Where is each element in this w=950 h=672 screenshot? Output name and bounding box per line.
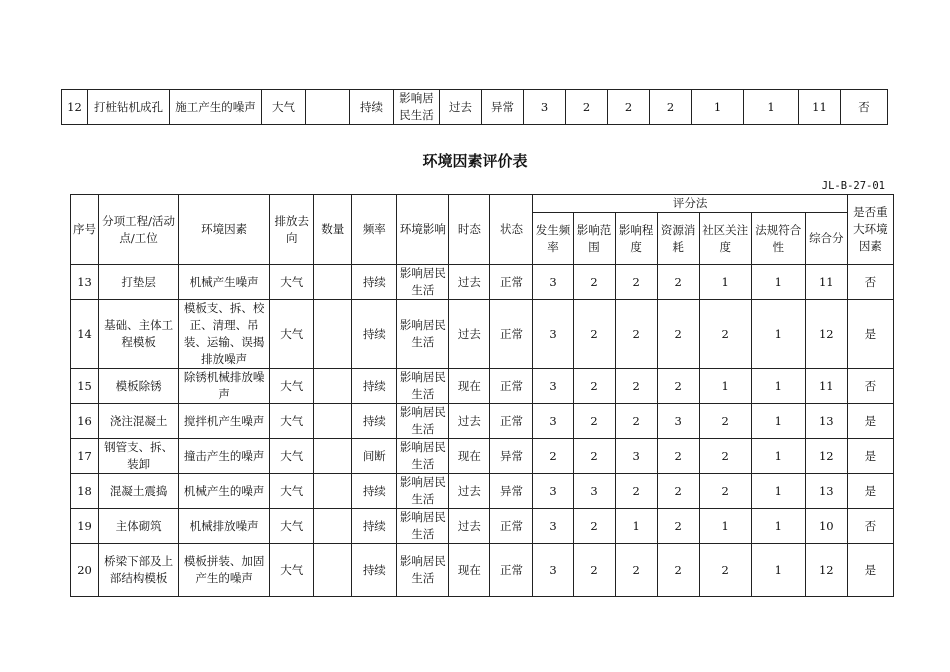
table-cell: 过去 (449, 300, 490, 369)
table-cell: 持续 (352, 509, 397, 544)
table-cell: 12 (805, 439, 847, 474)
table-cell: 17 (71, 439, 99, 474)
table-cell: 大气 (270, 544, 314, 597)
header-compliance: 法规符合性 (751, 213, 805, 265)
table-cell: 正常 (490, 509, 533, 544)
table-cell: 1 (751, 509, 805, 544)
table-cell: 3 (615, 439, 657, 474)
table-cell: 桥梁下部及上部结构模板 (99, 544, 179, 597)
table-cell: 14 (71, 300, 99, 369)
table-cell: 2 (657, 509, 699, 544)
table-cell: 搅拌机产生噪声 (179, 404, 270, 439)
table-cell: 否 (847, 369, 893, 404)
table-cell: 13 (71, 265, 99, 300)
table-cell: 持续 (352, 474, 397, 509)
cell: 施工产生的噪声 (170, 90, 262, 125)
table-cell: 否 (847, 265, 893, 300)
table-cell: 大气 (270, 404, 314, 439)
cell: 3 (524, 90, 566, 125)
cell: 12 (62, 90, 88, 125)
table-cell: 3 (533, 474, 573, 509)
cell (306, 90, 350, 125)
table-cell: 11 (805, 265, 847, 300)
header-work: 分项工程/活动点/工位 (99, 195, 179, 265)
previous-page-table (61, 89, 888, 125)
table-cell: 主体砌筑 (99, 509, 179, 544)
table-cell: 3 (533, 300, 573, 369)
table-cell: 2 (573, 369, 615, 404)
table-cell: 持续 (352, 369, 397, 404)
table-cell (314, 265, 352, 300)
table-row (71, 544, 894, 597)
table-cell: 1 (751, 369, 805, 404)
table-cell (314, 509, 352, 544)
table-cell: 机械产生的噪声 (179, 474, 270, 509)
table-cell: 模板拼装、加固产生的噪声 (179, 544, 270, 597)
table-cell: 3 (533, 369, 573, 404)
table-cell: 2 (533, 439, 573, 474)
header-quantity: 数量 (314, 195, 352, 265)
table-cell: 1 (751, 544, 805, 597)
table-cell: 大气 (270, 369, 314, 404)
table-cell: 钢管支、拆、装卸 (99, 439, 179, 474)
table-cell: 20 (71, 544, 99, 597)
header-impact: 环境影响 (397, 195, 449, 265)
table-cell: 持续 (352, 265, 397, 300)
table-cell: 2 (615, 300, 657, 369)
table-cell: 2 (573, 509, 615, 544)
table-cell: 16 (71, 404, 99, 439)
table-row (71, 474, 894, 509)
cell: 异常 (482, 90, 524, 125)
table-cell: 影响居民生活 (397, 404, 449, 439)
table-cell: 浇注混凝土 (99, 404, 179, 439)
table-title: 环境因素评价表 (422, 152, 528, 170)
header-tense: 时态 (449, 195, 490, 265)
table-cell: 间断 (352, 439, 397, 474)
table-cell: 2 (657, 439, 699, 474)
header-occurrence: 发生频率 (533, 213, 573, 265)
table-cell: 模板支、拆、校正、清理、吊装、运输、误揭排放噪声 (179, 300, 270, 369)
table-cell: 大气 (270, 439, 314, 474)
cell: 否 (841, 90, 888, 125)
table-cell: 是 (847, 300, 893, 369)
table-cell: 正常 (490, 544, 533, 597)
table-cell: 持续 (352, 404, 397, 439)
table-cell (314, 404, 352, 439)
table-cell: 影响居民生活 (397, 369, 449, 404)
table-cell: 机械产生噪声 (179, 265, 270, 300)
header-severity: 影响程度 (615, 213, 657, 265)
cell: 1 (744, 90, 799, 125)
table-cell: 1 (751, 439, 805, 474)
table-cell (314, 369, 352, 404)
table-cell: 过去 (449, 509, 490, 544)
header-row (71, 195, 894, 213)
table-cell: 2 (657, 265, 699, 300)
table-cell: 10 (805, 509, 847, 544)
header-community: 社区关注度 (699, 213, 751, 265)
table-cell: 1 (751, 474, 805, 509)
table-cell (314, 544, 352, 597)
cell: 2 (566, 90, 608, 125)
table-cell: 2 (699, 439, 751, 474)
header-state: 状态 (490, 195, 533, 265)
table-cell: 12 (805, 300, 847, 369)
table-cell: 影响居民生活 (397, 439, 449, 474)
table-cell: 是 (847, 404, 893, 439)
header-direction: 排放去向 (270, 195, 314, 265)
table-cell: 1 (699, 369, 751, 404)
table-cell: 影响居民生活 (397, 544, 449, 597)
header-frequency: 频率 (352, 195, 397, 265)
table-cell: 正常 (490, 300, 533, 369)
table-cell: 2 (657, 300, 699, 369)
cell: 1 (692, 90, 744, 125)
table-cell (314, 474, 352, 509)
cell: 2 (650, 90, 692, 125)
table-cell: 19 (71, 509, 99, 544)
table-cell: 大气 (270, 474, 314, 509)
table-cell: 过去 (449, 474, 490, 509)
table-cell: 1 (615, 509, 657, 544)
table-cell: 1 (751, 300, 805, 369)
table-cell: 15 (71, 369, 99, 404)
table-cell: 2 (615, 369, 657, 404)
table-cell: 2 (615, 474, 657, 509)
table-cell: 否 (847, 509, 893, 544)
table-cell: 1 (699, 509, 751, 544)
table-cell: 大气 (270, 265, 314, 300)
table-cell: 现在 (449, 544, 490, 597)
table-cell: 是 (847, 544, 893, 597)
table-cell: 2 (699, 544, 751, 597)
table-cell: 1 (751, 404, 805, 439)
table-cell: 2 (699, 474, 751, 509)
table-cell: 3 (533, 265, 573, 300)
cell: 11 (799, 90, 841, 125)
table-cell: 打垫层 (99, 265, 179, 300)
table-cell: 除锈机械排放噪声 (179, 369, 270, 404)
table-cell: 机械排放噪声 (179, 509, 270, 544)
table-cell: 2 (615, 544, 657, 597)
table-cell: 影响居民生活 (397, 300, 449, 369)
table-row (71, 300, 894, 369)
cell: 影响居民生活 (394, 90, 440, 125)
document-code: JL-B-27-01 (821, 180, 885, 192)
table-cell: 是 (847, 474, 893, 509)
table-cell: 2 (657, 369, 699, 404)
table-cell: 现在 (449, 369, 490, 404)
table-cell: 过去 (449, 404, 490, 439)
table-cell: 大气 (270, 300, 314, 369)
table-row (71, 439, 894, 474)
table-cell: 正常 (490, 369, 533, 404)
table-cell: 2 (699, 404, 751, 439)
header-factor: 环境因素 (179, 195, 270, 265)
table-cell: 是 (847, 439, 893, 474)
table-cell: 18 (71, 474, 99, 509)
table-cell: 异常 (490, 439, 533, 474)
table-cell: 2 (573, 265, 615, 300)
table-cell: 影响居民生活 (397, 509, 449, 544)
table-cell: 持续 (352, 544, 397, 597)
header-method: 评分法 (533, 195, 847, 213)
table-cell: 正常 (490, 265, 533, 300)
header-major: 是否重大环境因素 (847, 195, 893, 265)
table-cell: 2 (657, 474, 699, 509)
table-cell: 3 (533, 404, 573, 439)
table-row (71, 404, 894, 439)
table-cell: 3 (533, 509, 573, 544)
table-cell: 影响居民生活 (397, 265, 449, 300)
table-cell: 2 (573, 300, 615, 369)
table-cell: 正常 (490, 404, 533, 439)
header-seq: 序号 (71, 195, 99, 265)
table-cell (314, 300, 352, 369)
cell: 持续 (350, 90, 394, 125)
table-cell: 2 (573, 439, 615, 474)
table-cell: 现在 (449, 439, 490, 474)
cell: 打桩钻机成孔 (88, 90, 170, 125)
table-cell: 2 (573, 544, 615, 597)
table-cell: 过去 (449, 265, 490, 300)
table-row (71, 509, 894, 544)
table-cell: 混凝土震捣 (99, 474, 179, 509)
header-resource: 资源消耗 (657, 213, 699, 265)
evaluation-table (70, 194, 894, 597)
table-cell: 持续 (352, 300, 397, 369)
table-row (71, 369, 894, 404)
table-cell: 13 (805, 474, 847, 509)
table-cell: 1 (699, 265, 751, 300)
table-cell: 模板除锈 (99, 369, 179, 404)
header-total: 综合分 (805, 213, 847, 265)
table-cell: 2 (573, 404, 615, 439)
table-cell: 12 (805, 544, 847, 597)
cell: 过去 (440, 90, 482, 125)
table-cell (314, 439, 352, 474)
table-cell: 撞击产生的噪声 (179, 439, 270, 474)
table-cell: 2 (657, 544, 699, 597)
table-cell: 1 (751, 265, 805, 300)
header-scope: 影响范围 (573, 213, 615, 265)
table-cell: 大气 (270, 509, 314, 544)
table-cell: 13 (805, 404, 847, 439)
table-cell: 异常 (490, 474, 533, 509)
table-cell: 2 (615, 265, 657, 300)
table-cell: 3 (573, 474, 615, 509)
cell: 2 (608, 90, 650, 125)
table-row (71, 265, 894, 300)
table-cell: 2 (699, 300, 751, 369)
table-cell: 3 (657, 404, 699, 439)
table-cell: 2 (615, 404, 657, 439)
table-row (62, 90, 888, 125)
table-cell: 3 (533, 544, 573, 597)
table-cell: 11 (805, 369, 847, 404)
cell: 大气 (262, 90, 306, 125)
table-cell: 影响居民生活 (397, 474, 449, 509)
table-cell: 基础、主体工程模板 (99, 300, 179, 369)
